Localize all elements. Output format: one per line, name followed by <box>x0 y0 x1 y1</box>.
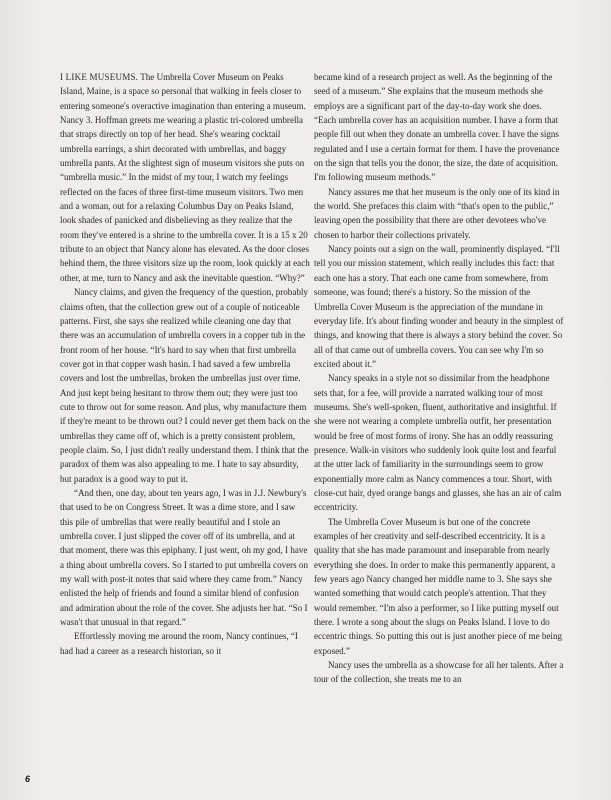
lead-in-caps: I LIKE MUSEUMS. <box>60 72 139 82</box>
paragraph-1 <box>60 70 310 285</box>
right-text-column <box>314 70 564 687</box>
paragraph-3: “And then, one day, about ten years ago, I was in J.J. Newbury's that used to be on Congress Street. It was a dime store, and I saw this pile of umbrellas that were really beautiful and I stole an umbrella cover. I just slipped the cover off of its umbrella, and at that moment, there was this epiphany. I just went, oh my god, I have a thing about umbrella covers. So I started to put umbrella covers on my wall with post-it notes that said where they came from.” Nancy enlisted the help of friends and found a similar blend of confusion and admiration about the role of the cover. She adjusts her hat. “So I wasn't that unusual in that regard.” <box>60 487 308 628</box>
left-text-column <box>60 70 310 658</box>
paragraph-6: Nancy assures me that her museum is the only one of its kind in the world. She prefaces this claim with “that's open to the public,” leaving open the possibility that there are other devotees who've chosen to harbor their collections privately. <box>314 186 560 240</box>
paragraph-2: Nancy claims, and given the frequency of the question, probably claims often, that the collection grew out of a couple of noticeable patterns. First, she says she realized while cleaning one day that there was an accumulation of umbrella covers in a copper tub in the front room of her house. “It's hard to say when that first umbrella cover got in that copper wash basin. I had saved a few umbrella covers and lost the umbrellas, broken the umbrellas just over time. And just kept being hesitant to throw them out; they were just too cute to throw out for some reason. And plus, why manufacture them if they're meant to be thrown out? I could never get them back on the umbrellas they came off of, which is a pretty consistent problem, people claim. So, I just didn't really understand them. I think that the paradox of them was also appealing to me. I hate to say absurdity, but paradox is a good way to put it. <box>60 287 310 484</box>
paragraph-7: Nancy points out a sign on the wall, prominently displayed. “I'll tell you our mission statement, which really includes this fact: that each one has a story. That each one came from somewhere, from someone, was found; there's a history. So the mission of the Umbrella Cover Museum is the appreciation of the mundane in everyday life. It's about finding wonder and beauty in the simplest of things, and knowing that there is always a story behind the cover. So all of that came out of umbrella covers. You can see why I'm so excited about it.” <box>314 244 564 369</box>
page-number: 6 <box>25 774 31 784</box>
paragraph-10: Nancy uses the umbrella as a showcase for all her talents. After a tour of the collection, she treats me to an <box>314 660 564 685</box>
paragraph-8: Nancy speaks in a style not so dissimilar from the headphone sets that, for a fee, will provide a narrated walking tour of most museums. She's well-spoken, fluent, authoritative and insightful. If she were not wearing a complete umbrella outfit, her presentation would be free of most forms of irony. She has an oddly reassuring presence. Walk-in visitors who suddenly look quite lost and fearful at the utter lack of familiarity in the surroundings seem to grow exponentially more calm as Nancy commences a tour. Short, with close-cut hair, dyed orange bangs and glasses, she has an air of calm eccentricity. <box>314 373 562 513</box>
paragraph-5: became kind of a research project as well. As the beginning of the seed of a museum.” She explains that the museum methods she employs are a significant part of the day-to-day work she does. “Each umbrella cover has an acquisition number. I have a form that people fill out when they donate an umbrella cover. I have the signs regulated and I use a certain format for them. I have the provenance on the sign that tells you the donor, the size, the date of acquisition. I'm following museum methods.” <box>314 72 560 183</box>
paragraph-1-body: The Umbrella Cover Museum on Peaks Island, Maine, is a space so personal that walking in feels closer to entering someone's overactive imagination than entering a museum. Nancy 3. Hoffman greets me wearing a plastic tri-colored umbrella that straps directly on top of her head. She's wearing cocktail umbrella earrings, a shirt decorated with umbrellas, and baggy umbrella pants. At the slightest sign of museum visitors she puts on “umbrella music.” In the midst of my tour, I watch my feelings reflected on the faces of three first-time museum visitors. Two men and a woman, out for a relaxing Columbus Day on Peaks Island, look shades of panicked and disbelieving as they realize that the room they've entered is a shrine to the umbrella cover. It is a 15 x 20 tribute to an object that Nancy alone has elevated. As the door closes behind them, the three visitors size up the room, look quickly at each other, at me, turn to Nancy and ask the inevitable question. “Why?” <box>60 72 310 283</box>
paragraph-4: Effortlessly moving me around the room, Nancy continues, “I had had a career as a research historian, so it <box>60 631 298 656</box>
paragraph-9: The Umbrella Cover Museum is but one of the concrete examples of her creativity and self-described eccentricity. It is a quality that she has made paramount and inseparable from nearly everything she does. In order to make this permanently apparent, a few years ago Nancy changed her middle name to 3. She says she wanted something that would catch people's attention. That they would remember. “I'm also a performer, so I like putting myself out there. I wrote a song about the slugs on Peaks Island. I love to do eccentric things. So putting this out is just another piece of me being exposed.” <box>314 516 562 656</box>
